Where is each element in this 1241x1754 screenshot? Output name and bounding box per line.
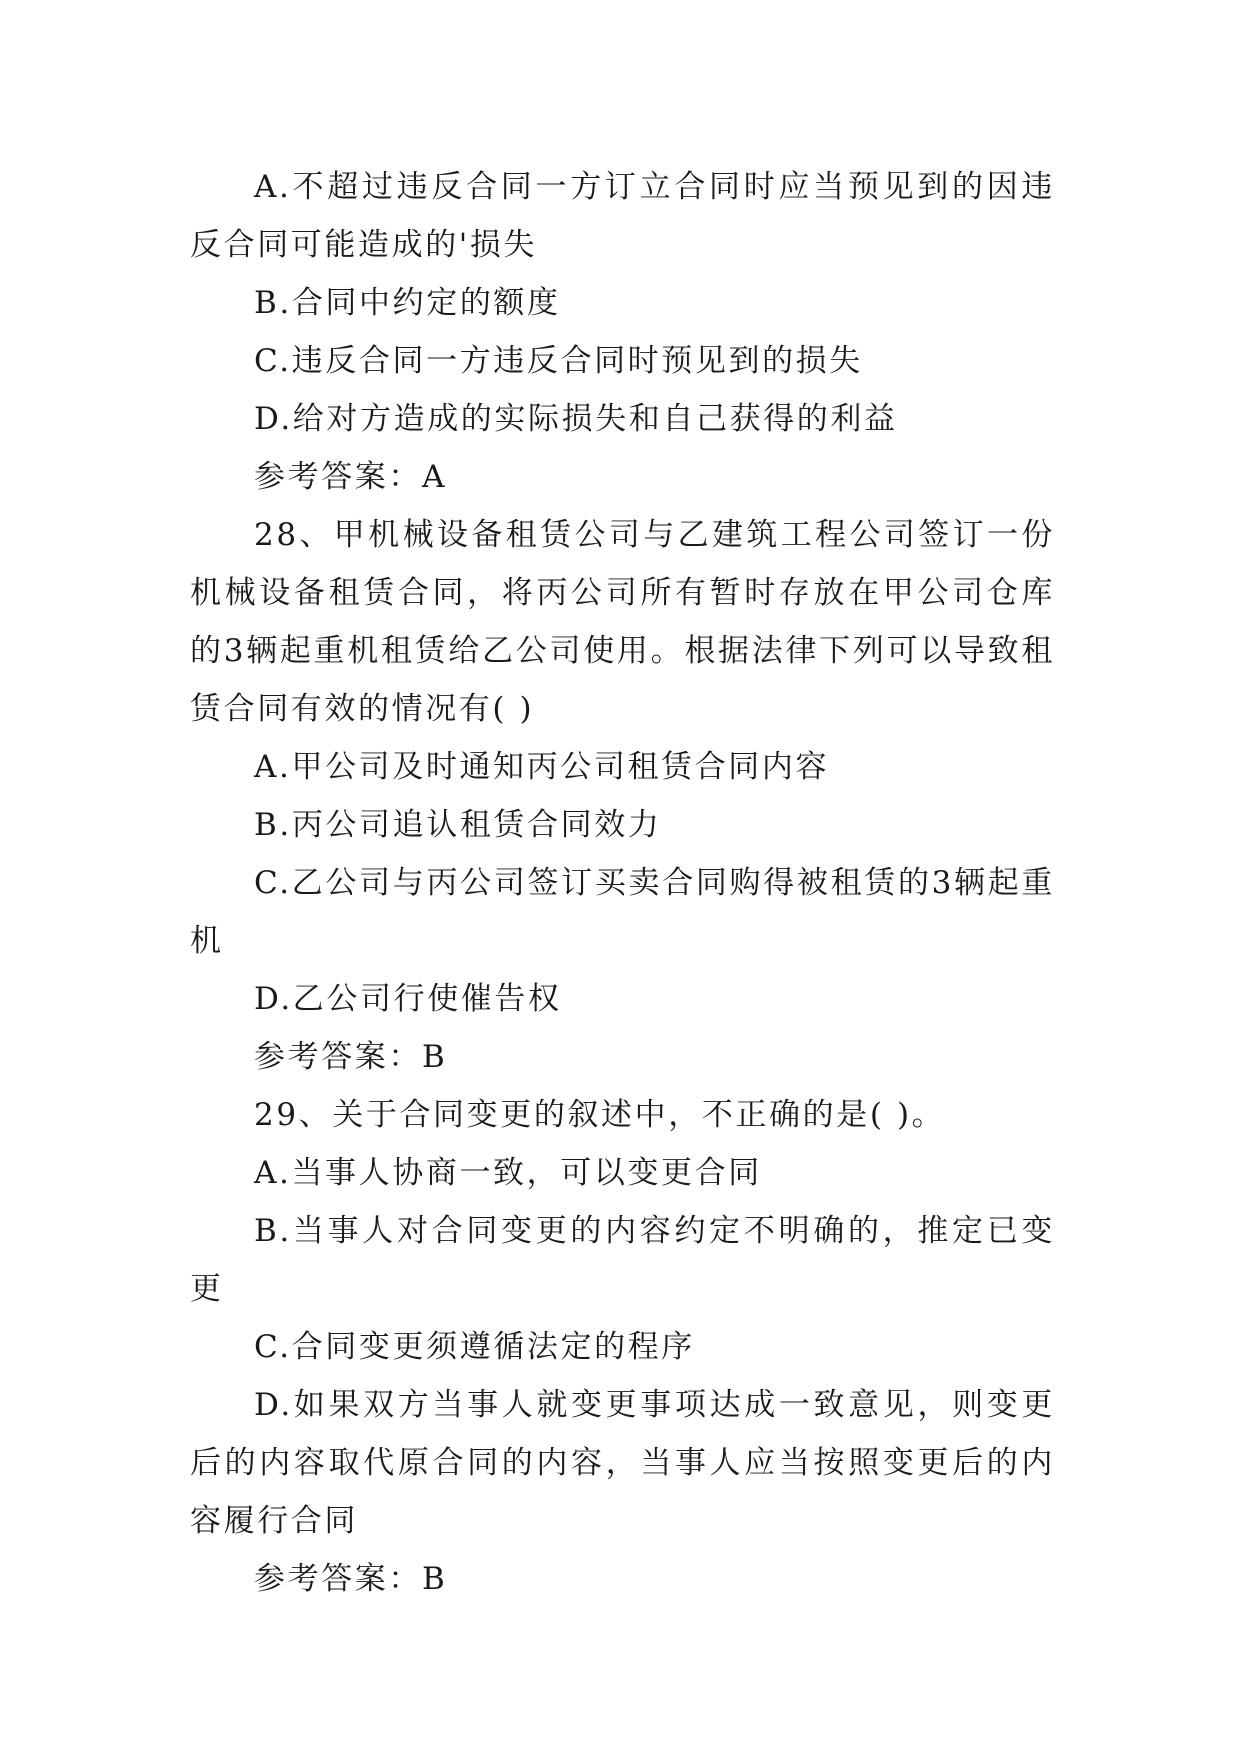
question-29: 29、关于合同变更的叙述中，不正确的是( )。 xyxy=(254,1097,946,1133)
option-b-q29: B.当事人对合同变更的内容约定不明确的，推定已变更 xyxy=(190,1213,1055,1307)
option-c-q27: C.违反合同一方违反合同时预见到的损失 xyxy=(254,343,863,379)
option-a-q28: A.甲公司及时通知丙公司租赁合同内容 xyxy=(254,749,830,785)
answer-q29: 参考答案：B xyxy=(254,1561,448,1597)
option-a-q27: A.不超过违反合同一方订立合同时应当预见到的因违反合同可能造成的'损失 xyxy=(190,169,1055,263)
option-b-q28: B.丙公司追认租赁合同效力 xyxy=(254,807,662,843)
option-c-q28: C.乙公司与丙公司签订买卖合同购得被租赁的3辆起重机 xyxy=(190,865,1055,959)
answer-q28: 参考答案：B xyxy=(254,1039,448,1075)
option-d-q27: D.给对方造成的实际损失和自己获得的利益 xyxy=(254,401,898,437)
option-d-q29: D.如果双方当事人就变更事项达成一致意见，则变更后的内容取代原合同的内容，当事人应当按照变更后的内容履行合同 xyxy=(190,1387,1055,1539)
answer-q27: 参考答案：A xyxy=(254,459,447,495)
option-c-q29: C.合同变更须遵循法定的程序 xyxy=(254,1329,695,1365)
option-b-q27: B.合同中约定的额度 xyxy=(254,285,561,321)
option-a-q29: A.当事人协商一致，可以变更合同 xyxy=(254,1155,762,1191)
option-d-q28: D.乙公司行使催告权 xyxy=(254,981,562,1017)
question-28: 28、甲机械设备租赁公司与乙建筑工程公司签订一份机械设备租赁合同，将丙公司所有暂时存放在甲公司仓库的3辆起重机租赁给乙公司使用。根据法律下列可以导致租赁合同有效的情况有( ) xyxy=(190,517,1055,727)
document-page xyxy=(190,158,1055,1608)
